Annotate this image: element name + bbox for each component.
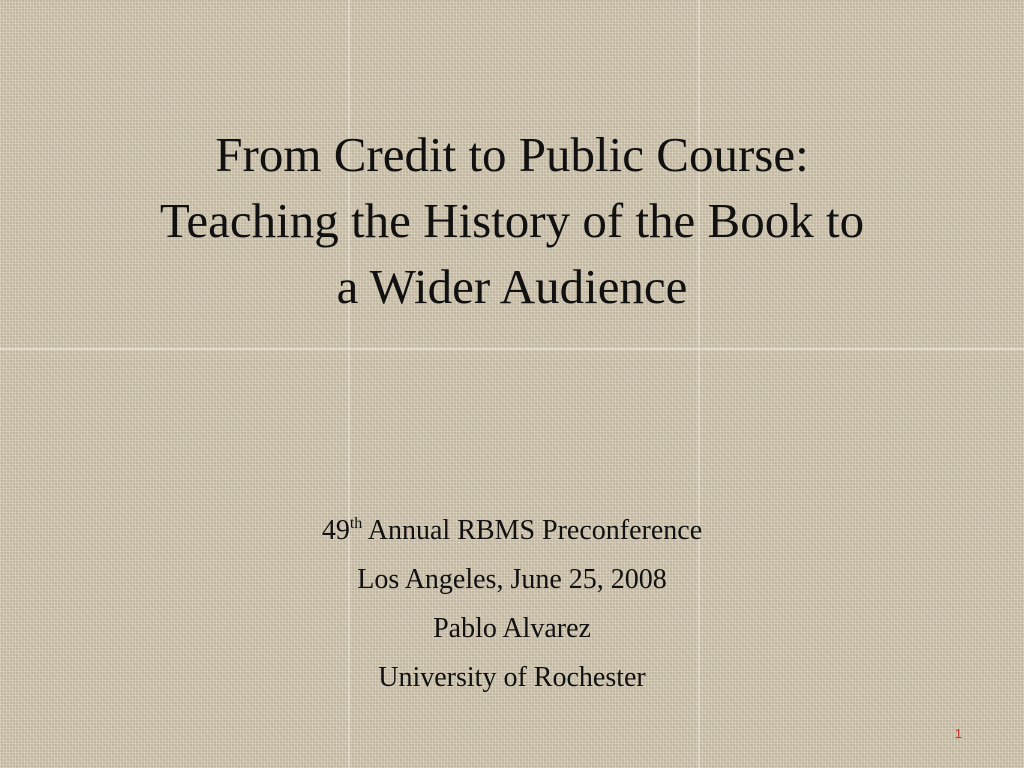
presenter-affiliation: University of Rochester (378, 662, 646, 693)
slide-number: 1 (954, 726, 962, 741)
slide-title-line: a Wider Audience (336, 259, 688, 314)
conference-ordinal-suffix: th (349, 515, 363, 532)
conference-name (160, 510, 864, 559)
slide-title-line: From Credit to Public Course: (215, 127, 809, 182)
conference-ordinal-number: 49 (321, 515, 350, 546)
slide-subtitle (160, 510, 864, 706)
texture-seam (0, 348, 1024, 350)
presenter-name: Pablo Alvarez (433, 613, 591, 644)
conference-location-date: Los Angeles, June 25, 2008 (357, 564, 667, 595)
slide-title-line: Teaching the History of the Book to (159, 193, 865, 248)
slide-title (60, 122, 964, 320)
conference-name-text: Annual RBMS Preconference (362, 515, 703, 546)
